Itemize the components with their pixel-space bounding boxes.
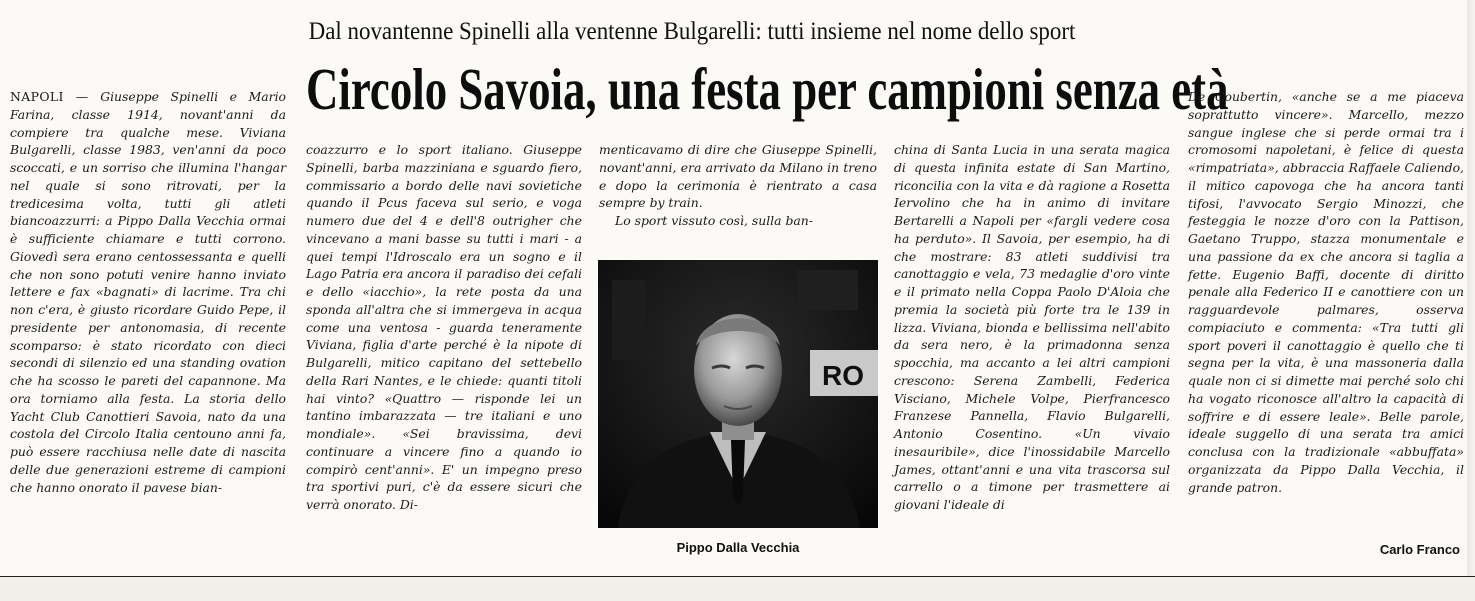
bottom-strip bbox=[0, 577, 1475, 601]
article-kicker: Dal novantenne Spinelli alla ventenne Bulgarelli: tutti insieme nel nome dello sport bbox=[308, 16, 1076, 45]
portrait-photo bbox=[598, 260, 878, 528]
portrait-illustration bbox=[598, 260, 878, 528]
article-headline: Circolo Savoia, una festa per campioni senza età bbox=[306, 56, 1229, 122]
article-column-3 bbox=[599, 141, 877, 230]
photo-caption: Pippo Dalla Vecchia bbox=[676, 540, 800, 555]
column-1-text: Giuseppe Spinelli e Mario Farina, classe 1914, novant'anni da compiere tra qualche mese. Viviana Bulgarelli, classe 1983, ven'anni da poco scoccati, e un sorriso che illumina l'hangar nel quale si sono ritrovati, per la tredicesima volta, tutti gli atleti biancoazzurri: a Pippo Dalla Vecchia ormai è sufficiente chiamare e tutti corrono. Giovedì sera erano centossessanta e quelli che non sono potuti venire hanno inviato lettere e fax «bagnati» di lacrime. Tra chi non c'era, è giusto ricordare Guido Pepe, il presidente per antonomasia, di recente scomparso: è stato ricordato con dieci secondi di silenzio ed una standing ovation che ha scosso le pareti del capannone. Ma ora torniamo alla festa. La storia dello Yacht Club Canottieri Savoia, nato da una costola del Circolo Italia centouno anni fa, può essere racchiusa nelle date di nascita delle due generazioni estreme di campioni che hanno onorato il pavese bian- bbox=[10, 89, 286, 495]
article-column-4 bbox=[894, 141, 1170, 514]
column-3-paragraph: Lo sport vissuto così, sulla ban- bbox=[615, 213, 813, 228]
clipping-edge bbox=[1467, 0, 1475, 577]
column-2-text: coazzurro e lo sport italiano. Giuseppe Spinelli, barba mazziniana e sguardo fiero, commissario a bordo delle navi sovietiche quando il Pcus faceva sul serio, e voga numero due del 4 e dell'8 outrigher che vincevano a mani basse su tutti i mari - a quei tempi l'Idroscalo era un sogno e il Lago Patria era ancora il paradiso dei cefali e dello «iacchio», la rete posta da una sponda all'altra che si immergeva in acqua come una ventosa - guarda teneramente Viviana, figlia d'arte perché è la nipote di Bulgarelli, mitico capitano del settebello della Rari Nantes, e le chiede: quanti titoli hai vinto? «Quattro — risponde lei un tantino imbarazzata — tre italiani e uno mondiale». «Sei bravissima, devi continuare a vincere fino a quando io compirò cent'anni». E' un impegno preso tra sportivi puri, c'è da essere sicuri che verrà onorato. Di- bbox=[306, 142, 582, 512]
article-byline: Carlo Franco bbox=[1379, 542, 1460, 557]
article-dateline: NAPOLI — bbox=[10, 89, 89, 104]
column-3-text: menticavamo di dire che Giuseppe Spinelli, novant'anni, era arrivato da Milano in treno e dopo la cerimonia è rientrato a casa sempre by train. bbox=[599, 142, 877, 211]
column-5-text: De Coubertin, «anche se a me piaceva soprattutto vincere». Marcello, mezzo sangue inglese che si perde ormai tra i cromosomi napoletani, è felice di questa «rimpatriata», abbraccia Raffaele Caliendo, il mitico capovoga che ha ancora tanti tifosi, l'avvocato Sergio Minozzi, che festeggia le nozze d'oro con la Pattison, Gaetano Truppo, stazza monumentale e una passione da ex che ancora si taglia a fette. Eugenio Baffi, docente di diritto penale alla Federico II e canottiere con un ragguardevole palmares, osserva compiaciuto e commenta: «Tra tutti gli sport poveri il canottaggio è quello che ti segna per la vita, è una massoneria dalla quale non ci si dimette mai perché solo chi ha vogato riconosce all'altro la capacità di soffrire e di essere leale». Belle parole, ideale suggello di una serata tra amici conclusa con la tradizionale «abbuffata» organizzata da Pippo Dalla Vecchia, il grande patron. bbox=[1188, 89, 1464, 495]
background-sign-text: RO bbox=[822, 360, 864, 391]
article-column-2 bbox=[306, 141, 582, 514]
article-column-5 bbox=[1188, 88, 1464, 496]
article-column-1 bbox=[10, 88, 286, 496]
column-4-text: china di Santa Lucia in una serata magica di questa infinita estate di San Martino, riconcilia con la vita e dà ragione a Rosetta Iervolino che ha in animo di invitare Bertarelli a Napoli per «fargli vedere cosa ha perduto». Il Savoia, per esempio, ha di che mostrare: 83 atleti suddivisi tra canottaggio e vela, 73 medaglie d'oro vinte e il primato nella Coppa Paolo D'Aloia che premia la società più forte tra le 139 in lizza. Viviana, bionda e bellissima nell'abito da sera nero, è la primadonna senza spocchia, ma accanto a lei altri campioni crescono: Serena Zambelli, Federica Visciano, Michele Volpe, Pierfrancesco Franzese Pannella, Flavio Bulgarelli, Antonio Cosentino. «Un vivaio inesauribile», dice l'inossidabile Marcello James, ottant'anni e una vita trascorsa sul carrello o a timone per trasmettere ai giovani l'ideale di bbox=[894, 142, 1170, 512]
